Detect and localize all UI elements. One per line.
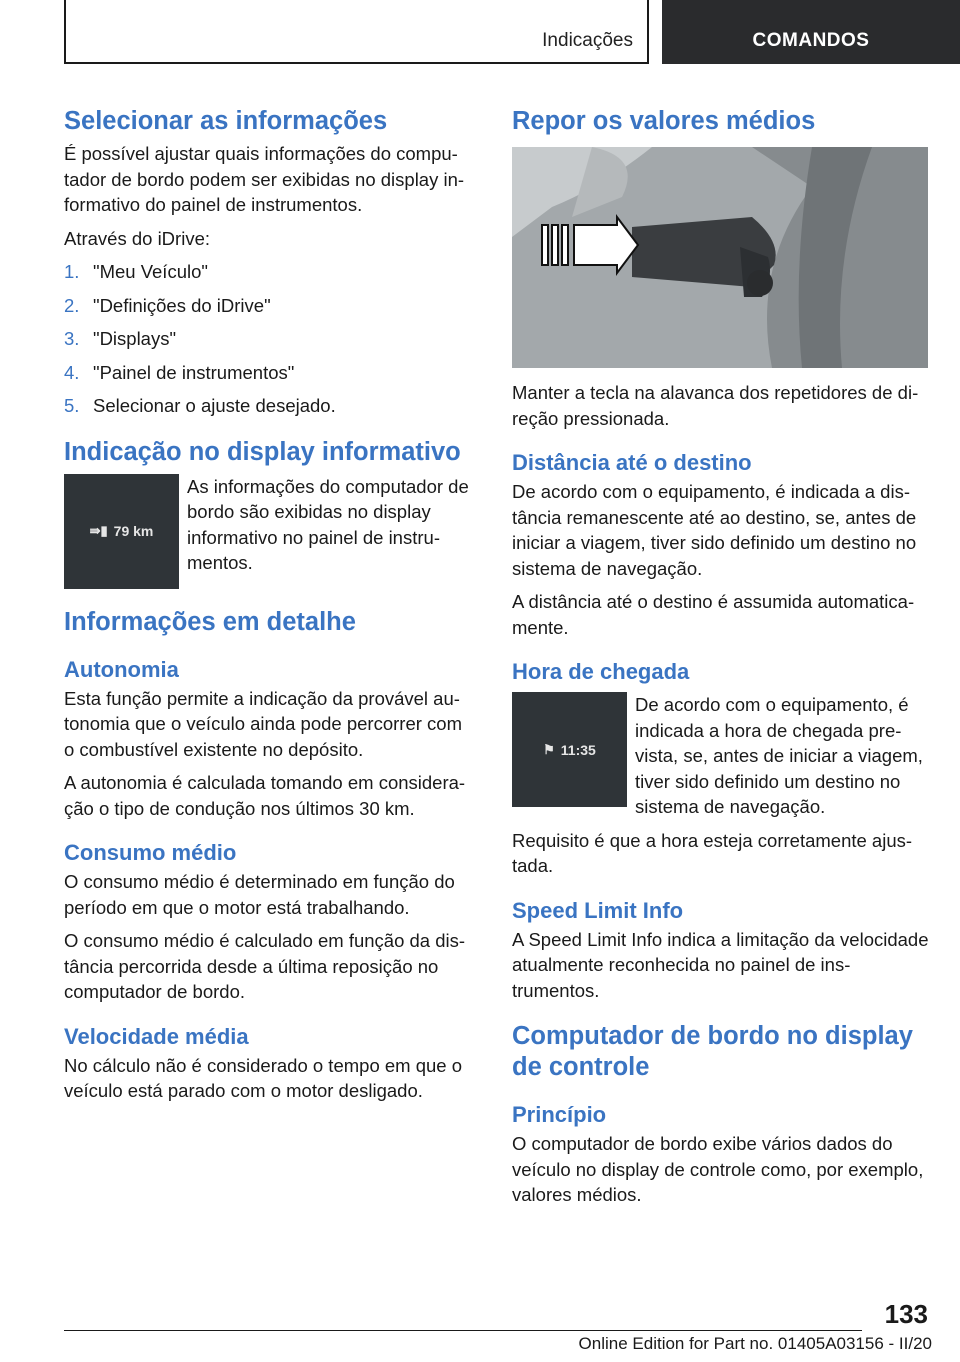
paragraph: As informações do computador de bordo são exibidas no display informativo no painel de instrumentos. [187,475,469,573]
heading-computador-display: Computador de bordo no display de controle [512,1022,913,1081]
paragraph: Esta função permite a indicação da provável autonomia que o veículo ainda pode percorrer com o combustível existente no depósito. [64,687,462,760]
step-text: "Definições do iDrive" [93,294,271,316]
heading-repor: Repor os valores médios [512,107,816,135]
step-text: "Meu Veículo" [93,261,208,282]
heading-velocidade: Velocidade média [64,1023,249,1049]
page-number: 133 [884,1299,928,1329]
step-number: 4. [64,361,80,383]
paragraph: O consumo médio é calculado em função da distância percorrida desde a última reposição no computador de bordo. [64,930,466,1002]
destination-flag-icon: ⚑ [543,741,555,757]
header-chapter-box [662,0,960,64]
list-item [64,360,476,386]
left-column [64,100,476,1112]
step-number: 5. [64,395,80,416]
paragraph: A autonomia é calculada tomando em consideração o tipo de condução nos últimos 30 km. [64,772,466,819]
heading-informacoes-detalhe: Informações em detalhe [64,607,356,636]
paragraph: De acordo com o equipamento, é indicada a hora de chegada prevista, se, antes de iniciar a viagem, tiver sido definido um destino no sistema de navegação. [635,694,923,817]
paragraph: De acordo com o equipamento, é indicada a distância remanescente até ao destino, se, antes de iniciar a viagem, tiver sido definido um destino no sistema de navegação. [512,481,917,579]
range-display-value: 79 km [113,523,154,539]
right-column [512,100,930,1216]
heading-distancia: Distância até o destino [512,450,752,475]
fuel-range-icon: ⇛▮ [89,523,108,538]
paragraph: A Speed Limit Info indica a limitação da velocidade atualmente reconhecida no painel de instrumentos. [512,928,929,1001]
header-section-box [64,0,649,64]
paragraph: É possível ajustar quais informações do computador de bordo podem ser exibidas no display informativo do painel de instrumentos. [64,143,465,215]
heading-hora: Hora de chegada [512,659,690,684]
step-text: "Displays" [93,328,177,349]
display-figure [64,474,476,589]
step-text: "Painel de instrumentos" [93,361,295,383]
turn-signal-lever-photo [512,147,928,368]
heading-autonomia: Autonomia [64,656,179,682]
edition-text: Online Edition for Part no. 01405A03156 - II/20 [578,1334,932,1353]
range-display-thumbnail [64,474,179,589]
steps-list [64,259,476,419]
header-section-title: Indicações [542,30,633,51]
list-item [64,293,476,319]
step-text: Selecionar o ajuste desejado. [93,395,336,416]
paragraph: O computador de bordo exibe vários dados do veículo no display de controle como, por exemplo, valores médios. [512,1133,924,1205]
list-item [64,326,476,352]
arrival-time-value: 11:35 [560,741,596,758]
arrival-time-thumbnail [512,692,627,807]
paragraph: No cálculo não é considerado o tempo em que o veículo está parado com o motor desligado. [64,1054,463,1101]
list-item [64,393,476,419]
paragraph: Requisito é que a hora esteja corretamente ajustada. [512,829,913,876]
footer-divider [64,1330,862,1331]
paragraph: Através do iDrive: [64,227,210,249]
header-chapter-title: COMANDOS [752,30,870,51]
heading-selecionar: Selecionar as informações [64,107,388,135]
heading-principio: Princípio [512,1102,607,1127]
paragraph: A distância até o destino é assumida automaticamente. [512,591,915,638]
heading-indicacao: Indicação no display informativo [64,437,461,466]
step-number: 3. [64,328,80,349]
lever-illustration [512,147,928,368]
step-number: 1. [64,261,80,282]
step-number: 2. [64,294,80,316]
heading-speed-limit: Speed Limit Info [512,897,684,923]
paragraph: O consumo médio é determinado em função do período em que o motor está trabalhando. [64,871,455,918]
arrival-figure [512,692,930,820]
list-item [64,259,476,285]
paragraph: Manter a tecla na alavanca dos repetidores de direção pressionada. [512,382,919,429]
heading-consumo: Consumo médio [64,840,237,865]
